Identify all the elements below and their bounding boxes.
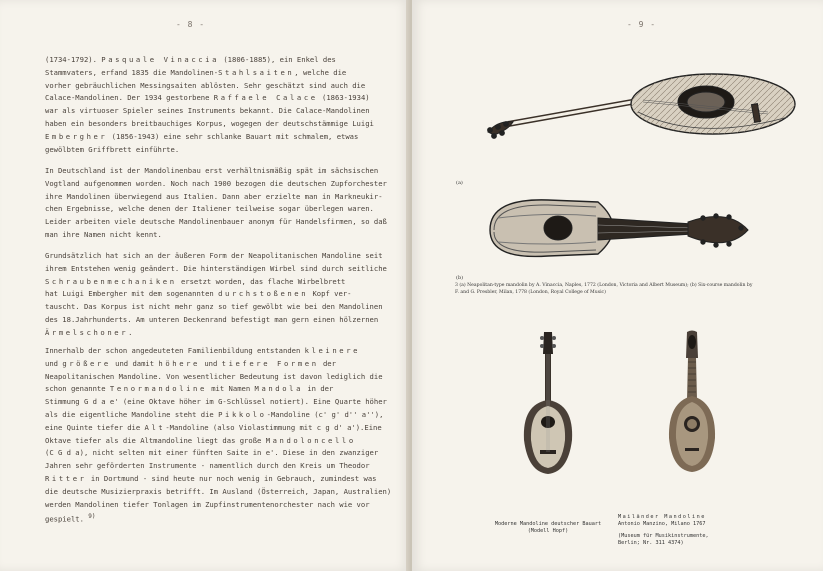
text-line: schon genannte Tenormandoline mit Namen Mandola in der: [45, 384, 334, 394]
text-line: Oktave tiefer als die Altmandoline liegt das große Mandoloncello: [45, 435, 356, 445]
text-line: und größere und damit höhere und tiefere Formen der: [45, 358, 336, 368]
text-line: vorher gebräuchlichen Messingsaiten ablösten. Sehr geschätzt sind auch die: [45, 80, 366, 90]
caption-line: Mailänder Mandoline: [618, 514, 706, 520]
text-line: In Deutschland ist der Mandolinenbau erst verhältnismäßig spät im sächsischen: [45, 166, 379, 175]
caption-line: Moderne Mandoline deutscher Bauart: [494, 521, 602, 527]
text-line: werden Mandolinen tiefer Tonlagen im Zupfinstrumentenorchester nach wie vor: [45, 499, 370, 509]
caption-line: Berlin; Nr. 311 4374): [618, 540, 684, 547]
milanese-mandolin-photo: [662, 330, 722, 480]
caption-line: 3 (a) Neapolitan-type mandolin by A. Vinaccia, Naples, 1772 (London, Victoria and Albert Museum); (b) Six-course mandolin by: [455, 283, 753, 288]
text-line: man ihre Namen nicht kennt.: [45, 229, 162, 239]
caption-line: (Modell Hopf): [527, 528, 569, 535]
mandolin-a-figure: [468, 72, 808, 152]
caption-line: Antonio Manzino, Milano 1767: [618, 521, 706, 528]
caption-line: F. and G. Presbler, Milan, 1778 (London, Royal College of Music): [455, 290, 606, 295]
modern-mandolin-photo: [518, 330, 578, 480]
text-line: als die eigentliche Mandoline steht die Pikkolo-Mandoline (c' g' d'' a''),: [45, 409, 384, 419]
text-line: Ärmelschoner.: [45, 327, 133, 337]
text-line: Stimmung G d a e' (eine Oktave höher im G-Schlüssel notiert). Eine Quarte höher: [45, 397, 387, 407]
paragraph: [45, 345, 392, 527]
text-line: Stammvaters, erfand 1835 die Mandolinen-Stahlsaiten, welche die: [45, 67, 347, 77]
milanese-mandolin-caption: [618, 514, 778, 548]
text-line: Grundsätzlich hat sich an der äußeren Form der Neapolitanischen Mandoline seit: [45, 251, 383, 260]
text-line: haben ein besonders breitbauchiges Korpus, wogegen der deutschstämmige Luigi: [45, 118, 374, 128]
text-line: Embergher (1856-1943) eine sehr schlanke Bauart mit schmalem, etwas: [45, 131, 359, 141]
text-line: gewölbtem Griffbrett einführte.: [45, 144, 180, 154]
text-line: (1734-1792). Pasquale Vinaccia (1806-1885), ein Enkel des: [45, 55, 336, 64]
text-line: tauscht. Das Korpus ist nicht mehr ganz so tief gewölbt wie bei den Mandolinen: [45, 302, 383, 312]
text-line: gespielt. $^{9)}$: [45, 513, 96, 524]
text-line: des 18.Jahrhunderts. Am unteren Deckenrand befestigt man gern einen hölzernen: [45, 314, 379, 324]
text-line: Vogtland aufgenommen worden. Noch nach 1900 bezogen die deutschen Zupforchester: [45, 178, 387, 188]
figure-label-b: (b): [456, 275, 464, 281]
figure-label-a: (a): [456, 180, 463, 186]
mandolin-b-figure: [478, 188, 778, 270]
text-line: Jahren sehr geförderten Instrumente - namentlich durch den Kreis um Theodor: [45, 461, 370, 471]
text-line: Leider arbeiten viele deutsche Mandolinenbauer anonym für Handelsfirmen, so daß: [45, 217, 387, 227]
text-line: chen Ergebnisse, welche denen der Italiener teilweise sogar überlegen waren.: [45, 204, 374, 214]
text-line: hat Luigi Embergher mit dem sogenannten durchstoßenen Kopf ver-: [45, 289, 352, 299]
text-line: Schraubenmechaniken ersetzt worden, das flache Wirbelbrett: [45, 276, 346, 286]
text-line: eine Quinte tiefer die Alt-Mandoline (also Violastimmung mit c g d' a').Eine: [45, 422, 382, 432]
page-number: - 8 -: [176, 20, 206, 29]
text-line: ihrem Entstehen wenig geändert. Die hinterständigen Wirbel sind durch seitliche: [45, 263, 387, 273]
text-line: war als virtuoser Spieler seines Instruments bekannt. Die Calace-Mandolinen: [45, 106, 370, 116]
text-line: Calace-Mandolinen. Der 1934 gestorbene Raffaele Calace (1863-1934): [45, 93, 370, 103]
text-line: Ritter in Dortmund - sind heute nur noch wenig in Gebrauch, zumindest was: [45, 473, 377, 483]
text-line: die deutsche Musizierpraxis betrifft. Im Ausland (Österreich, Japan, Australien): [45, 486, 392, 496]
page-number: - 9 -: [627, 20, 657, 29]
text-line: (C G d a), nicht selten mit einer fünften Saite in e'. Diese in den zwanziger: [45, 448, 379, 458]
caption-line: (Museum für Musikinstrumente,: [618, 532, 709, 539]
figure-caption: [455, 282, 785, 296]
text-line: ihre Mandolinen überwiegend aus Italien. Dann aber erzielte man in Markneukir-: [45, 191, 383, 201]
modern-mandolin-caption: [488, 521, 608, 536]
text-line: Innerhalb der schon angedeuteten Familienbildung entstanden kleinere: [45, 346, 361, 355]
paragraph: [45, 165, 385, 242]
paragraph: [45, 250, 385, 340]
left-page: [0, 0, 410, 571]
paragraph: [45, 54, 385, 156]
text-line: Neapolitanischen Mandoline. Von wesentlicher Bedeutung ist davon lediglich die: [45, 371, 383, 381]
